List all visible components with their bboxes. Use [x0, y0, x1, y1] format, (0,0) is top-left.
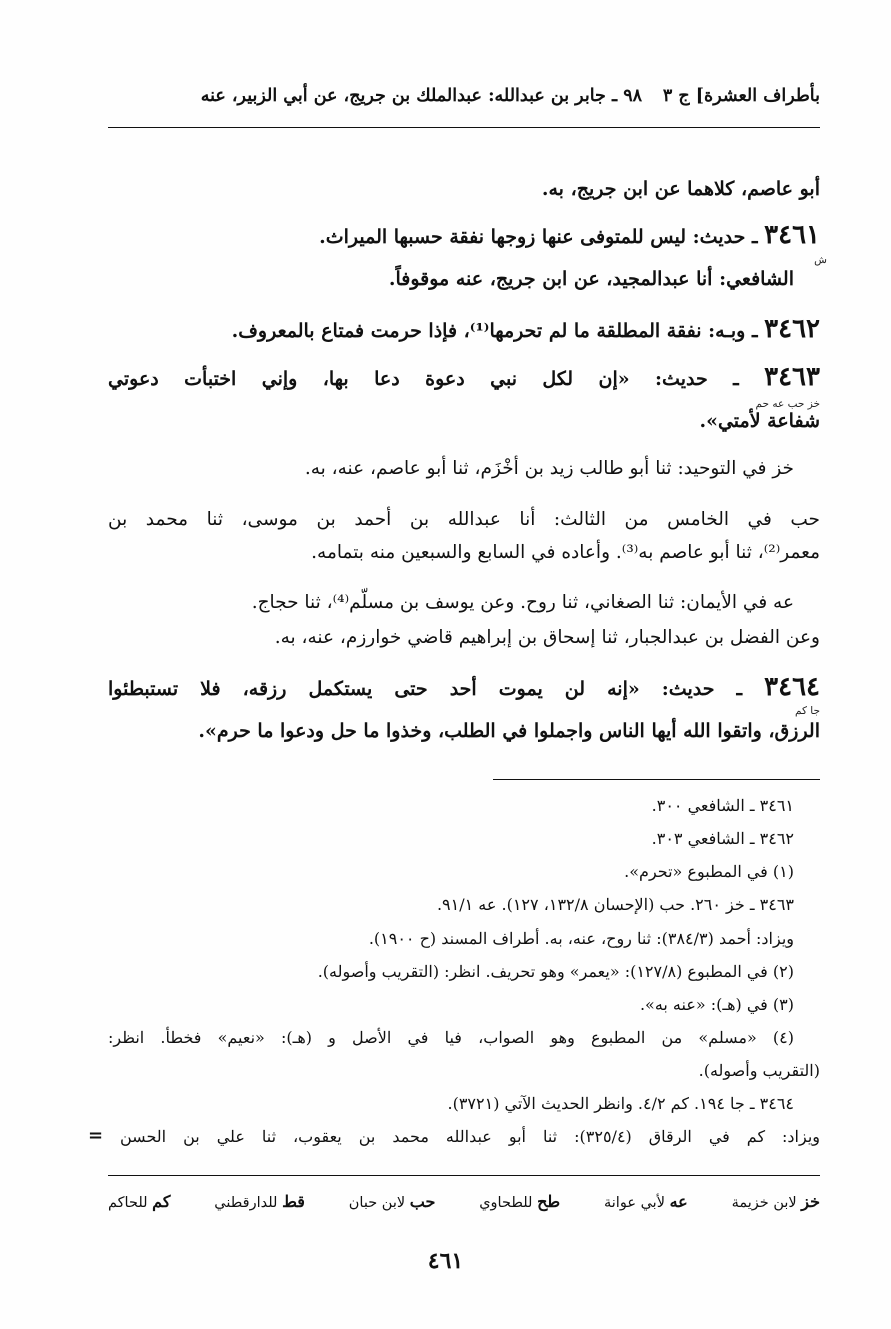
hadith-3462	[232, 314, 820, 344]
hadith-number: ٣٤٦١	[764, 220, 820, 250]
header-book-volume: بأطراف العشرة] ج ٣	[662, 86, 820, 106]
body-line-9: معمر⁽²⁾، ثنا أبو عاصم به⁽³⁾. وأعاده في السابع والسبعين منه بتمامه.	[311, 542, 820, 563]
body-line-13: الرزق، واتقوا الله أيها الناس واجملوا في الطلب، وخذوا ما حل ودعوا ما حرم».	[198, 720, 820, 742]
hadith-source-note: ش	[814, 254, 827, 266]
body-line-6: شفاعة لأمتي».	[699, 410, 820, 432]
body-line-8: حب في الخامس من الثالث: أنا عبدالله بن أحمد بن موسى، ثنا محمد بن	[108, 509, 820, 530]
footnote-line: (التقريب وأصوله).	[698, 1061, 820, 1080]
footnote-line: (٤) «مسلم» من المطبوع وهو الصواب، فيا في الأصل و (هـ): «نعيم» فخطأ. انظر:	[108, 1028, 794, 1047]
abbreviations-rule	[108, 1175, 820, 1176]
abbreviation-key	[108, 1192, 820, 1211]
abbreviation-item: كم للحاكم	[108, 1192, 171, 1211]
hadith-source-note: جا كم	[794, 705, 820, 717]
header-chapter: ٩٨ ـ جابر بن عبدالله: عبدالملك بن جريج، عن أبي الزبير، عنه	[200, 86, 642, 106]
hadith-number: ٣٤٦٢	[764, 314, 820, 344]
hadith-3463	[108, 362, 820, 392]
abbreviation-item: قط للدارقطني	[214, 1192, 305, 1211]
footnote-line: ٣٤٦٢ ـ الشافعي ٣٠٣.	[651, 829, 794, 848]
footnote-line: ٣٤٦١ ـ الشافعي ٣٠٠.	[651, 796, 794, 815]
abbreviation-item: عه لأبي عوانة	[603, 1192, 688, 1211]
abbreviation-item: طح للطحاوي	[479, 1192, 561, 1211]
hadith-text: ـ وبـه: نفقة المطلقة ما لم تحرمها⁽¹⁾، فإذا حرمت فمتاع بالمعروف.	[231, 320, 758, 342]
abbreviation-item: خز لابن خزيمة	[731, 1192, 820, 1211]
footnote-line: (٢) في المطبوع (١٢٧/٨): «يعمر» وهو تحريف. انظر: (التقريب وأصوله).	[317, 962, 794, 981]
abbreviation-item: حب لابن حبان	[348, 1192, 436, 1211]
hadith-text: ـ حديث: «إن لكل نبي دعوة دعا بها، وإني اختبأت دعوتي	[108, 368, 739, 390]
hadith-3461	[319, 220, 820, 250]
body-line-3: الشافعي: أنا عبدالمجيد، عن ابن جريج، عنه موقوفاً.	[388, 268, 794, 290]
footnote-line: ٣٤٦٤ ـ جا ١٩٤. كم ٤/٢. وانظر الحديث الآتي (٣٧٢١).	[447, 1094, 794, 1113]
hadith-number: ٣٤٦٤	[764, 672, 820, 702]
body-line-7: خز في التوحيد: ثنا أبو طالب زيد بن أخْزَم، ثنا أبو عاصم، عنه، به.	[304, 458, 794, 479]
footnote-line: (١) في المطبوع «تحرم».	[624, 862, 794, 881]
footnote-line: ٣٤٦٣ ـ خز ٢٦٠. حب (الإحسان ١٣٢/٨، ١٢٧). عه ٩١/١.	[436, 895, 794, 914]
hadith-text: ـ حديث: ليس للمتوفى عنها زوجها نفقة حسبها الميراث.	[319, 226, 758, 248]
header-rule	[108, 127, 820, 128]
hadith-3464	[108, 672, 820, 702]
hadith-text: ـ حديث: «إنه لن يموت أحد حتى يستكمل رزقه، فلا تستبطئوا	[108, 678, 743, 700]
body-line-10: عه في الأيمان: ثنا الصغاني، ثنا روح. وعن يوسف بن مسلّم⁽⁴⁾، ثنا حجاج.	[251, 592, 794, 613]
body-line-11: وعن الفضل بن عبدالجبار، ثنا إسحاق بن إبراهيم قاضي خوارزم، عنه، به.	[274, 627, 820, 648]
footnote-line: (٣) في (هـ): «عنه به».	[639, 995, 794, 1014]
page-number: ٤٦١	[427, 1248, 464, 1274]
footnote-line: ويزاد: أحمد (٣٨٤/٣): ثنا روح، عنه، به. أطراف المسند (ح ١٩٠٠).	[368, 929, 794, 948]
footnote-separator	[493, 779, 820, 780]
hadith-number: ٣٤٦٣	[764, 362, 820, 392]
body-line-1: أبو عاصم، كلاهما عن ابن جريج، به.	[541, 178, 820, 200]
hadith-source-note: خز حب عه حم	[755, 398, 820, 410]
continuation-mark: =	[88, 1125, 104, 1146]
running-header	[108, 86, 820, 116]
footnote-line: ويزاد: كم في الرقاق (٣٢٥/٤): ثنا أبو عبدالله محمد بن يعقوب، ثنا علي بن الحسن	[120, 1127, 821, 1146]
